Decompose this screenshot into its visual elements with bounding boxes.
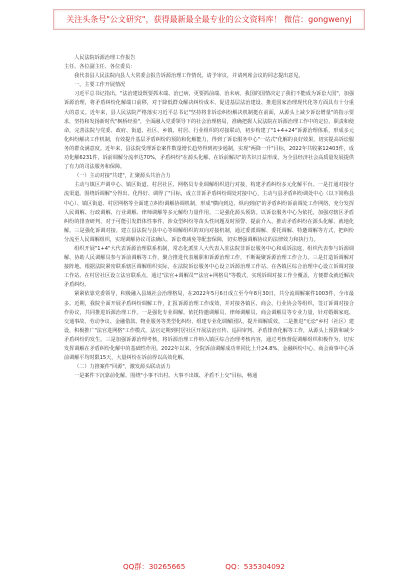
footer-qq-group: QQ群：30265665 xyxy=(123,562,186,571)
subheading-1: （一）主动对接"共建"，汇聚源头共治合力 xyxy=(74,173,171,180)
intro-paragraph: 我代表县人民法院向县人大常委会报告诉源治理工作情况，请予审议，并请列席会议的同志提出意见。 xyxy=(74,73,304,80)
section-heading-1: 一、主要工作开展情况 xyxy=(74,82,126,89)
footer-contact xyxy=(0,562,408,576)
salutation: 主任、各位副主任、各位委员： xyxy=(64,64,136,71)
paragraph-2: 主动与镇区声调中心、镇区街道、村居社区、网格员专业调解组织进行对接，构建矛盾纠纷多元化解平台。一是打通对接分流渠道。围绕诉调解"分得出、化得好、调得了"目标，成立非诉矛盾纠纷调处对接中心，主动与县矛盾纠纷调处中心（以下简称县中心）、镇区街道、村居网格等全面建立纠纷调解协调机制，形成"横向到边、纵向到底"的矛盾纠纷诉前调处工作网络，充分发挥人民调解、行政调解、行业调解、律师调解等多元解纷力量作用。二是强化源头预防。以诉讼服务中心为依托，加强对辖区矛盾纠纷的排查研判，对于可能引发群体性事件、涉众型纠纷等苗头性问题及时预警、提前介入，推动矛盾纠纷在源头化解、就地化解。三是强化诉调对接。建立县法院与县中心等调解组织的双向对接机制，通过委派调解、委托调解、特邀调解等方式，把纠纷分流至人民调解组织，实现调解协议司法确认、诉讼费减免等配套保障，切实增强调解协议的法律效力和执行力。 xyxy=(64,182,354,243)
document-body xyxy=(64,54,354,559)
paragraph-3: 组织开展"1+4"大代表诉源治理联系机制，常态化派驻人大代表入驻法院非诉讼服务中心和成诉法庭，组织代表参与诉源调解、协助人民调解员参与诉前调解等工作，聚合推进代表履职和诉源治理工作，不断凝聚诉源治理工作合力。三是打造诉调解对接阵地。根据法院紧密联系辖区调解组织实际，在法院诉讼服务中心设立诉源治理工作站、在各镇区综合治理中心设立诉调对接工作站、在村居社区设立法官联系点，通过"法官+调解员""法官+网格员"等模式，实现诉调对接工作全覆盖，方便群众就近解决矛盾纠纷。 xyxy=(64,245,354,289)
banner-text: 关注头条号"公文研究"，获得最新最全最专业的公文资料库！ 微信：gongwenyj xyxy=(66,15,352,24)
document-title: 人民法院诉源治理工作报告 xyxy=(74,55,136,61)
paragraph-4: 紧紧依靠党委领导，积极融入县域社会治理格局，在2022年5月6日成立至今年8月30日，共分流调解案件1003件，全市最多。近期，我院全面开展矛盾纠纷调解工作，汇报诉源治理工作成效，并对接各镇区、商会、行业协会等组织，签订诉调对接合作协议，共同推进诉源治理工作。一是强化专业调解。依托特邀调解员、律师调解员、商会调解员等专业力量，针对婚姻家庭、交通事故、劳动争议、金融借款、物业服务等类型化纠纷，组建专业化调解团队，提升调解质效。二是推进"无讼"乡村（社区）建设，积极推广"法官进网格"工作模式，法官定期到村居社区开展法治宣传、巡回审判、矛盾排查化解等工作，从源头上预防和减少矛盾纠纷的发生。三是加强诉源治理考核，将诉源治理工作纳入镇区综合治理考核内容，通过考核督促调解组织积极作为，切实发挥调解在矛盾纠纷化解中的基础性作用。2022年以来，全院诉前调解成功率同比上升24.8%，金融纠纷中心、商会商事中心诉前调解平均时限15天，大量纠纷在诉前得以高效化解。 xyxy=(64,291,354,362)
paragraph-1: 习近平总书记指出，"法治建设既要抓末端、治已病，更要抓前端、治未病。我国的国情决定了我们不能成为诉讼大国"，加强诉源治理，将矛盾纠纷化解端口前移，对于降低群众解决纠纷成本、促进基层法治建设、推进国家治理现代化等方面具有十分重大的意义。近年来，县人民法院严格落实习近平总书记"坚持将非诉讼纠纷解决机制挺在前面，从源头上减少诉讼增量"的指示要求，坚持和发扬新时代"枫桥经验"，全面融入党委领导下的社会治理格局，准确把握人民法院在诉源治理工作中的定位、职责和使命，完善法院与党委、政府、街道、社区、乡镇、村居、行业组织的对接联动，初步构建了"1+4+24"诉源治理体系，形成多元化纠纷解决工作机制，有效提升基层矛盾纠纷的预防和化解能力，得到了诉讼服务中心"一站式"化解的良好效果，切实提高诉讼服务的群众满意度。近年来，县法院受理诉讼案件数量增长趋势得到初步遏制，实现"两降一升"目标，2022年共收案12403件，成功化解6231件，诉前调解分流率达70%，矛盾纠纷"在源头化解、在诉前解决"的共识日益形成，为全县经济社会高质量发展提供了有力的司法服务和保障。 xyxy=(64,91,354,171)
subheading-2: （二）力推案件"回源"，激发源头联动活力 xyxy=(74,364,171,371)
footer-qq: QQ：535304092 xyxy=(225,562,285,571)
header-banner xyxy=(53,9,365,30)
paragraph-5: 一是案件下沉靠前化解。围绕"小事不出村、大事不出镇、矛盾不上交"目标，畅通 xyxy=(74,373,258,380)
